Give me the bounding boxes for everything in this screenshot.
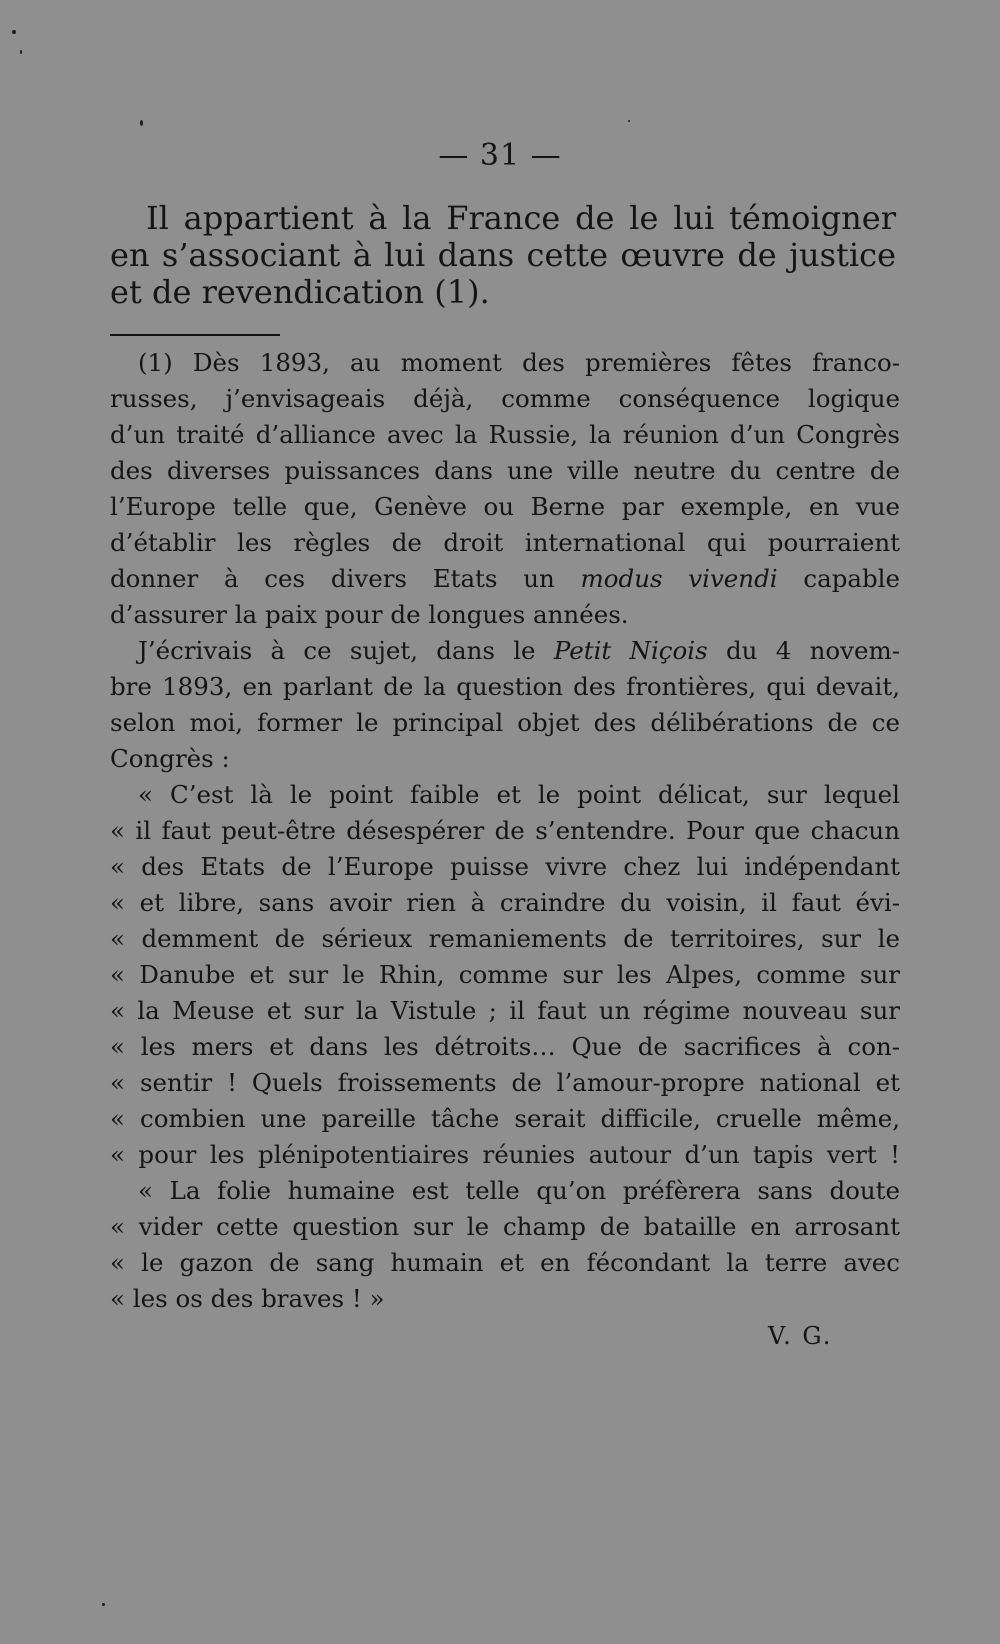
quote-line: « Danube et sur le Rhin, comme sur les Alpes, comme sur: [110, 960, 900, 989]
quote-line: « le gazon de sang humain et en fécondant la terre avec: [110, 1248, 900, 1277]
main-line: et de revendication (1).: [110, 273, 490, 311]
quote-line: « demment de sérieux remaniements de territoires, sur le: [110, 924, 900, 953]
italic-modus-vivendi: modus vivendi: [580, 564, 778, 593]
quote-line: « La folie humaine est telle qu’on préfèrera sans doute: [138, 1176, 900, 1205]
footnote-separator: [110, 334, 280, 336]
footnote-line: d’établir les règles de droit international qui pourraient: [110, 528, 900, 557]
footnote-line: bre 1893, en parlant de la question des frontières, qui devait,: [110, 672, 900, 701]
quote-line: « pour les plénipotentiaires réunies autour d’un tapis vert !: [110, 1140, 900, 1169]
footnote-line: [110, 633, 900, 669]
footnote-line: Congrès :: [110, 744, 230, 773]
scan-speck: [628, 120, 630, 122]
quote-line: « des Etats de l’Europe puisse vivre chez lui indépendant: [110, 852, 900, 881]
footnote-line: (1) Dès 1893, au moment des premières fêtes franco-: [138, 348, 900, 377]
quote-line: « sentir ! Quels froissements de l’amour-propre national et: [110, 1068, 900, 1097]
quote-line: « combien une pareille tâche serait difficile, cruelle même,: [110, 1104, 900, 1133]
footnote: [110, 345, 900, 1317]
footnote-text: donner à ces divers Etats un: [110, 564, 555, 593]
footnote-line: [110, 561, 900, 597]
main-paragraph: [110, 200, 896, 311]
page-number: — 31 —: [438, 138, 562, 173]
main-line: en s’associant à lui dans cette œuvre de justice: [110, 236, 896, 274]
footnote-text: J’écrivais à ce sujet, dans le: [138, 636, 536, 665]
italic-newspaper-title: Petit Niçois: [553, 636, 708, 665]
footnote-line: des diverses puissances dans une ville neutre du centre de: [110, 456, 900, 485]
scan-speck: [102, 1603, 105, 1606]
footnote-line: l’Europe telle que, Genève ou Berne par exemple, en vue: [110, 492, 900, 521]
footnote-text: du 4 novem-: [726, 636, 900, 665]
quote-line: « vider cette question sur le champ de bataille en arrosant: [110, 1212, 900, 1241]
quote-line: « les os des braves ! »: [110, 1284, 385, 1313]
footnote-line: d’assurer la paix pour de longues années.: [110, 600, 629, 629]
quote-line: « C’est là le point faible et le point délicat, sur lequel: [138, 780, 900, 809]
scan-speck: [20, 50, 22, 54]
quote-line: « et libre, sans avoir rien à craindre du voisin, il faut évi-: [110, 888, 900, 917]
scan-speck: [12, 30, 16, 34]
quote-line: « la Meuse et sur la Vistule ; il faut un régime nouveau sur: [110, 996, 900, 1025]
footnote-line: russes, j’envisageais déjà, comme conséquence logique: [110, 384, 900, 413]
footnote-line: selon moi, former le principal objet des délibérations de ce: [110, 708, 900, 737]
quote-line: « les mers et dans les détroits… Que de sacrifices à con-: [110, 1032, 900, 1061]
quote-line: « il faut peut-être désespérer de s’entendre. Pour que chacun: [110, 816, 900, 845]
footnote-text: capable: [803, 564, 900, 593]
signature: V. G.: [768, 1322, 833, 1350]
scan-speck: [140, 120, 143, 126]
main-line: Il appartient à la France de le lui témoigner: [146, 199, 896, 237]
footnote-line: d’un traité d’alliance avec la Russie, la réunion d’un Congrès: [110, 420, 900, 449]
